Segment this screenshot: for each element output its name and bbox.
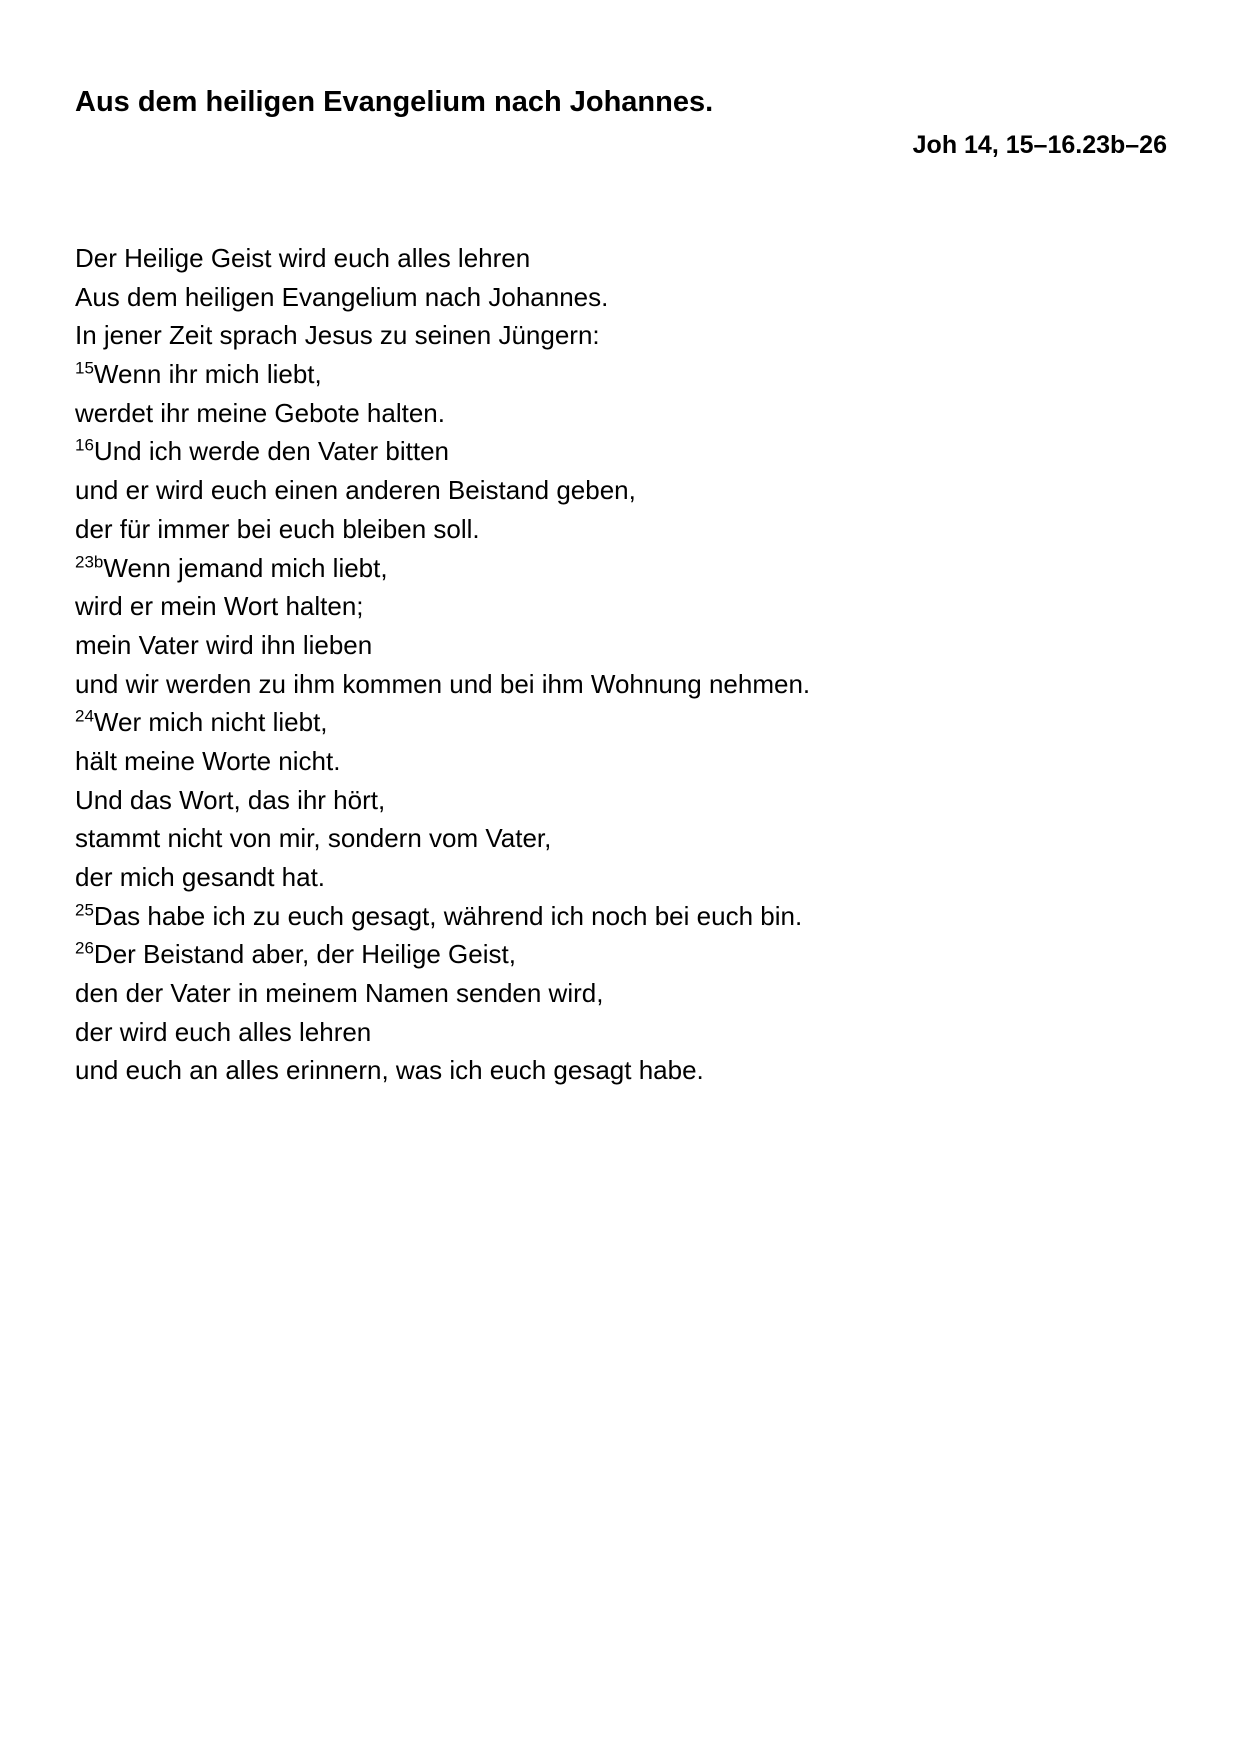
line-text: der für immer bei euch bleiben soll. (75, 513, 480, 544)
verse-number: 23b (75, 552, 104, 572)
text-line (75, 394, 1165, 433)
text-line (75, 432, 1165, 471)
verse-number: 15 (75, 358, 94, 378)
text-line (75, 703, 1165, 742)
text-line (75, 897, 1165, 936)
verse-number: 25 (75, 900, 94, 920)
text-line (75, 355, 1165, 394)
line-text: den der Vater in meinem Namen senden wird, (75, 978, 604, 1009)
document-title: Aus dem heiligen Evangelium nach Johannes. (75, 86, 714, 118)
line-text: der mich gesandt hat. (75, 862, 326, 892)
text-line (75, 974, 1165, 1013)
line-text: In jener Zeit sprach Jesus zu seinen Jüngern: (75, 320, 600, 351)
line-text: Und ich werde den Vater bitten (93, 436, 449, 467)
verse-number: 26 (75, 939, 94, 959)
text-line (75, 587, 1165, 626)
line-text: Der Heilige Geist wird euch alles lehren (75, 243, 531, 273)
text-line (75, 781, 1165, 820)
text-line (75, 742, 1165, 781)
line-text: Aus dem heiligen Evangelium nach Johannes. (75, 281, 609, 312)
text-line (75, 316, 1165, 355)
line-text: mein Vater wird ihn lieben (75, 629, 373, 660)
text-line (75, 239, 1165, 278)
text-line (75, 819, 1165, 858)
line-text: Wer mich nicht liebt, (93, 707, 328, 738)
text-line (75, 1051, 1165, 1090)
text-line (75, 1013, 1165, 1052)
line-text: stammt nicht von mir, sondern vom Vater, (75, 823, 552, 854)
text-line (75, 665, 1165, 704)
line-text: und euch an alles erinnern, was ich euch gesagt habe. (75, 1055, 704, 1086)
line-text: hält meine Worte nicht. (75, 745, 341, 776)
text-line (75, 278, 1165, 317)
line-text: Wenn jemand mich liebt, (103, 552, 388, 583)
text-line (75, 935, 1165, 974)
reading-text (75, 239, 1165, 1090)
scripture-reference: Joh 14, 15–16.23b–26 (912, 131, 1167, 159)
text-line (75, 549, 1165, 588)
verse-number: 24 (75, 706, 94, 726)
text-line (75, 471, 1165, 510)
line-text: Und das Wort, das ihr hört, (75, 784, 386, 815)
line-text: Der Beistand aber, der Heilige Geist, (93, 939, 516, 970)
line-text: der wird euch alles lehren (75, 1016, 372, 1047)
line-text: werdet ihr meine Gebote halten. (75, 397, 445, 428)
line-text: und er wird euch einen anderen Beistand geben, (75, 475, 636, 506)
line-text: Das habe ich zu euch gesagt, während ich noch bei euch bin. (93, 900, 803, 931)
text-line (75, 858, 1165, 897)
verse-number: 16 (75, 436, 94, 456)
line-text: wird er mein Wort halten; (75, 591, 364, 622)
line-text: Wenn ihr mich liebt, (93, 359, 322, 390)
text-line (75, 510, 1165, 549)
line-text: und wir werden zu ihm kommen und bei ihm Wohnung nehmen. (75, 668, 811, 699)
text-line (75, 626, 1165, 665)
